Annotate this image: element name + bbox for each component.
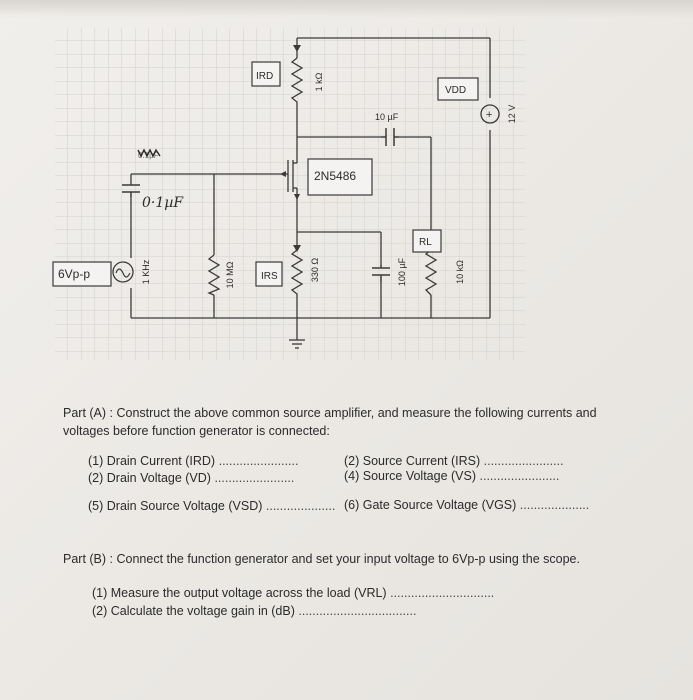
answer-blank[interactable]: .................... [265, 499, 336, 513]
answer-blank[interactable]: ....................... [218, 454, 299, 468]
supply-voltage-label: 12 V [507, 104, 517, 124]
part-b-item [92, 603, 416, 619]
item-label: (1) Drain Current (IRD) [88, 454, 216, 468]
part-a-item [344, 497, 589, 513]
item-label: (4) Source Voltage (VS) [344, 469, 477, 483]
part-a-item [88, 498, 335, 514]
output-capacitor-label: 10 µF [375, 112, 399, 122]
svg-text:+: + [486, 109, 493, 121]
answer-blank[interactable]: ....................... [214, 471, 295, 485]
irs-label: IRS [261, 271, 278, 282]
gate-resistor-label: 10 MΩ [225, 261, 235, 289]
source-resistor-label: 330 Ω [310, 257, 320, 283]
part-a-intro: Part (A) : Construct the above common source amplifier, and measure the following currents and [63, 406, 597, 420]
bypass-capacitor-label: 100 µF [397, 257, 407, 287]
item-label: (1) Measure the output voltage across the load (VRL) [92, 586, 387, 600]
part-a-item [88, 453, 298, 469]
rl-label: RL [419, 237, 432, 248]
drain-resistor-label: 1 kΩ [314, 72, 324, 92]
input-capacitor-handwritten: 0·1µF [142, 195, 184, 211]
answer-blank[interactable]: ....................... [479, 469, 560, 483]
frequency-label: 1 KHz [141, 259, 151, 285]
part-a-item [344, 453, 564, 469]
answer-blank[interactable]: .................................. [298, 604, 417, 618]
answer-blank[interactable]: .............................. [390, 586, 495, 600]
transistor-label: 2N5486 [314, 169, 357, 183]
part-b-intro: Part (B) : Connect the function generator and set your input voltage to 6Vp-p using the scope. [63, 552, 580, 566]
item-label: (2) Drain Voltage (VD) [88, 471, 211, 485]
answer-blank[interactable]: .................... [519, 498, 590, 512]
answer-blank[interactable]: ....................... [483, 454, 564, 468]
part-a-item [344, 468, 559, 484]
item-label: (2) Source Current (IRS) [344, 454, 481, 468]
part-a-intro-line2: voltages before function generator is connected: [63, 424, 330, 438]
source-amplitude-label: 6Vp-p [58, 267, 91, 281]
vdd-label: VDD [445, 85, 467, 96]
item-label: (2) Calculate the voltage gain in (dB) [92, 604, 295, 618]
ird-label: IRD [256, 71, 274, 82]
item-label: (5) Drain Source Voltage (VSD) [88, 499, 263, 513]
load-resistor-label: 10 kΩ [455, 260, 465, 284]
part-b-item [92, 585, 494, 601]
item-label: (6) Gate Source Voltage (VGS) [344, 498, 517, 512]
part-a-item [88, 470, 294, 486]
input-capacitor-crossed: 0.1µF [138, 151, 159, 160]
